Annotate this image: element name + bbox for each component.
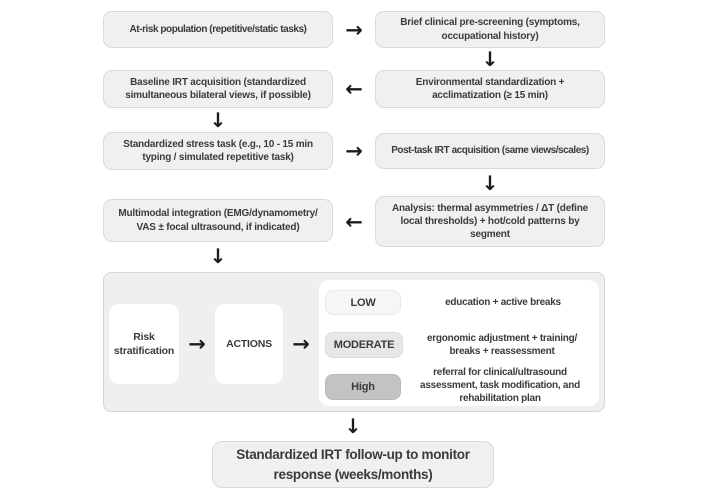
risk-level-chip-moderate: MODERATE [325,332,403,358]
arrow-left-icon: ← [345,77,363,101]
risk-level-description-high: referral for clinical/ultrasound assessment, task modification, and rehabilitation plan [420,366,580,404]
arrow-right-icon: → [345,139,363,163]
environmental-standardization-box: Environmental standardization + acclimatization (≥ 15 min) [375,70,605,108]
arrow-down-icon: ↓ [209,244,227,268]
risk-levels-panel [319,280,599,406]
arrow-down-icon: ↓ [344,414,362,438]
arrow-right-icon: → [345,17,363,42]
risk-stratification-panel [103,272,605,412]
arrow-right-icon: → [188,332,206,356]
risk-level-description-moderate: ergonomic adjustment + training/ breaks + reassessment [426,333,578,357]
risk-level-description-low: education + active breaks [445,297,561,308]
pre-screening-box: Brief clinical pre-screening (symptoms, occupational history) [375,11,605,48]
post-task-irt-box: Post-task IRT acquisition (same views/scales) [375,133,605,169]
baseline-irt-box: Baseline IRT acquisition (standardized simultaneous bilateral views, if possible) [103,70,333,108]
followup-box: Standardized IRT follow-up to monitor response (weeks/months) [212,441,494,488]
at-risk-population-box: At-risk population (repetitive/static tasks) [103,11,333,48]
arrow-down-icon: ↓ [209,107,227,132]
risk-level-chip-low: LOW [325,290,401,315]
arrow-down-icon: ↓ [481,46,499,71]
stress-task-box: Standardized stress task (e.g., 10 - 15 min typing / simulated repetitive task) [103,132,333,170]
multimodal-integration-box: Multimodal integration (EMG/dynamometry/ VAS ± focal ultrasound, if indicated) [103,199,333,242]
risk-level-chip-high: High [325,374,401,400]
arrow-left-icon: ← [345,209,363,234]
analysis-box: Analysis: thermal asymmetries / ΔT (define local thresholds) + hot/cold patterns by segment [375,196,605,247]
arrow-down-icon: ↓ [481,170,499,195]
actions-box: ACTIONS [215,304,283,384]
arrow-right-icon: → [292,332,310,356]
risk-stratification-box: Risk stratification [109,304,179,384]
